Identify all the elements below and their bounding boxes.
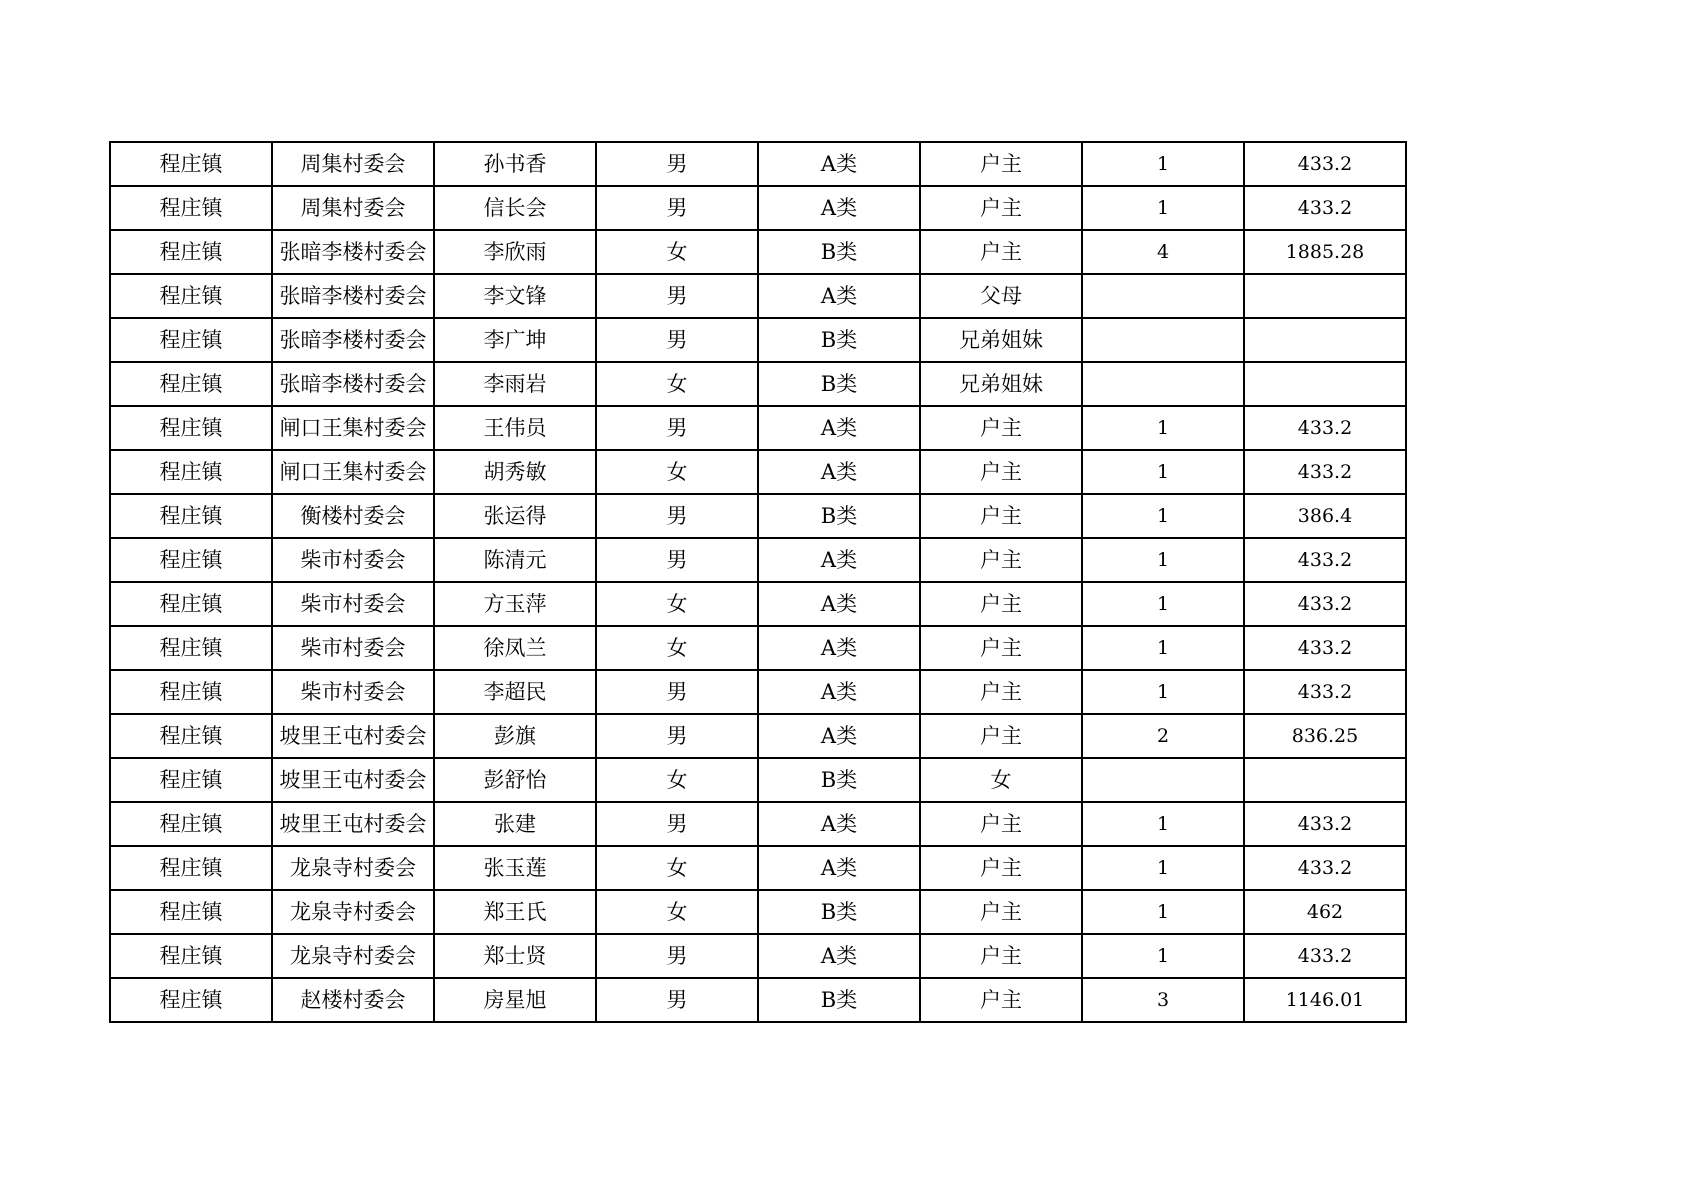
amount-cell	[1244, 362, 1406, 406]
town-cell: 程庄镇	[110, 626, 272, 670]
gender-cell: 女	[596, 890, 758, 934]
count-cell: 1	[1082, 142, 1244, 186]
name-cell: 郑王氏	[434, 890, 596, 934]
village-cell: 坡里王屯村委会	[272, 758, 434, 802]
category-cell: A类	[758, 802, 920, 846]
count-cell: 3	[1082, 978, 1244, 1022]
category-cell: A类	[758, 406, 920, 450]
category-cell: A类	[758, 714, 920, 758]
village-cell: 柴市村委会	[272, 626, 434, 670]
town-cell: 程庄镇	[110, 802, 272, 846]
relation-cell: 户主	[920, 802, 1082, 846]
town-cell: 程庄镇	[110, 274, 272, 318]
table-row	[110, 406, 1406, 450]
town-cell: 程庄镇	[110, 318, 272, 362]
name-cell: 李广坤	[434, 318, 596, 362]
gender-cell: 女	[596, 626, 758, 670]
village-cell: 张暗李楼村委会	[272, 230, 434, 274]
amount-cell: 836.25	[1244, 714, 1406, 758]
town-cell: 程庄镇	[110, 230, 272, 274]
category-cell: B类	[758, 318, 920, 362]
relation-cell: 兄弟姐妹	[920, 318, 1082, 362]
gender-cell: 男	[596, 406, 758, 450]
relation-cell: 户主	[920, 450, 1082, 494]
table-row	[110, 758, 1406, 802]
count-cell	[1082, 274, 1244, 318]
table-row	[110, 626, 1406, 670]
name-cell: 张建	[434, 802, 596, 846]
gender-cell: 男	[596, 978, 758, 1022]
category-cell: A类	[758, 186, 920, 230]
relation-cell: 户主	[920, 406, 1082, 450]
village-cell: 龙泉寺村委会	[272, 890, 434, 934]
category-cell: B类	[758, 230, 920, 274]
relation-cell: 户主	[920, 142, 1082, 186]
relation-cell: 户主	[920, 626, 1082, 670]
amount-cell: 433.2	[1244, 582, 1406, 626]
gender-cell: 女	[596, 362, 758, 406]
town-cell: 程庄镇	[110, 758, 272, 802]
gender-cell: 男	[596, 318, 758, 362]
town-cell: 程庄镇	[110, 978, 272, 1022]
town-cell: 程庄镇	[110, 538, 272, 582]
count-cell: 1	[1082, 802, 1244, 846]
count-cell: 1	[1082, 186, 1244, 230]
town-cell: 程庄镇	[110, 494, 272, 538]
count-cell: 1	[1082, 406, 1244, 450]
count-cell	[1082, 318, 1244, 362]
town-cell: 程庄镇	[110, 890, 272, 934]
table-row	[110, 274, 1406, 318]
amount-cell: 433.2	[1244, 626, 1406, 670]
relation-cell: 户主	[920, 582, 1082, 626]
category-cell: A类	[758, 670, 920, 714]
table-body	[110, 142, 1406, 1022]
name-cell: 李雨岩	[434, 362, 596, 406]
village-cell: 张暗李楼村委会	[272, 274, 434, 318]
name-cell: 张运得	[434, 494, 596, 538]
amount-cell	[1244, 318, 1406, 362]
town-cell: 程庄镇	[110, 142, 272, 186]
amount-cell: 433.2	[1244, 670, 1406, 714]
name-cell: 李文锋	[434, 274, 596, 318]
village-cell: 龙泉寺村委会	[272, 934, 434, 978]
name-cell: 陈清元	[434, 538, 596, 582]
town-cell: 程庄镇	[110, 362, 272, 406]
table-row	[110, 494, 1406, 538]
relation-cell: 户主	[920, 670, 1082, 714]
name-cell: 胡秀敏	[434, 450, 596, 494]
amount-cell: 1885.28	[1244, 230, 1406, 274]
name-cell: 彭旗	[434, 714, 596, 758]
gender-cell: 男	[596, 802, 758, 846]
relation-cell: 户主	[920, 934, 1082, 978]
relation-cell: 户主	[920, 714, 1082, 758]
count-cell: 1	[1082, 670, 1244, 714]
count-cell: 1	[1082, 450, 1244, 494]
category-cell: A类	[758, 846, 920, 890]
village-cell: 衡楼村委会	[272, 494, 434, 538]
category-cell: A类	[758, 450, 920, 494]
amount-cell: 433.2	[1244, 406, 1406, 450]
village-cell: 闸口王集村委会	[272, 450, 434, 494]
relation-cell: 户主	[920, 186, 1082, 230]
gender-cell: 男	[596, 714, 758, 758]
table-row	[110, 582, 1406, 626]
table-row	[110, 846, 1406, 890]
count-cell: 4	[1082, 230, 1244, 274]
table-row	[110, 186, 1406, 230]
relation-cell: 户主	[920, 890, 1082, 934]
count-cell: 1	[1082, 494, 1244, 538]
village-cell: 张暗李楼村委会	[272, 362, 434, 406]
gender-cell: 女	[596, 230, 758, 274]
spreadsheet-page	[109, 141, 1407, 1023]
name-cell: 信长会	[434, 186, 596, 230]
village-cell: 柴市村委会	[272, 670, 434, 714]
amount-cell: 1146.01	[1244, 978, 1406, 1022]
town-cell: 程庄镇	[110, 186, 272, 230]
village-cell: 周集村委会	[272, 186, 434, 230]
relation-cell: 户主	[920, 846, 1082, 890]
table-row	[110, 450, 1406, 494]
gender-cell: 男	[596, 142, 758, 186]
gender-cell: 女	[596, 582, 758, 626]
village-cell: 坡里王屯村委会	[272, 714, 434, 758]
count-cell	[1082, 362, 1244, 406]
amount-cell: 433.2	[1244, 142, 1406, 186]
category-cell: A类	[758, 142, 920, 186]
table-row	[110, 714, 1406, 758]
table-row	[110, 670, 1406, 714]
amount-cell: 433.2	[1244, 450, 1406, 494]
village-cell: 柴市村委会	[272, 582, 434, 626]
name-cell: 张玉莲	[434, 846, 596, 890]
table-row	[110, 802, 1406, 846]
name-cell: 王伟员	[434, 406, 596, 450]
count-cell: 1	[1082, 890, 1244, 934]
count-cell: 1	[1082, 934, 1244, 978]
gender-cell: 男	[596, 494, 758, 538]
name-cell: 李超民	[434, 670, 596, 714]
village-cell: 柴市村委会	[272, 538, 434, 582]
gender-cell: 女	[596, 758, 758, 802]
village-cell: 闸口王集村委会	[272, 406, 434, 450]
name-cell: 孙书香	[434, 142, 596, 186]
gender-cell: 女	[596, 450, 758, 494]
relation-cell: 女	[920, 758, 1082, 802]
table-row	[110, 890, 1406, 934]
amount-cell: 433.2	[1244, 538, 1406, 582]
gender-cell: 男	[596, 934, 758, 978]
table-row	[110, 538, 1406, 582]
town-cell: 程庄镇	[110, 670, 272, 714]
gender-cell: 男	[596, 670, 758, 714]
category-cell: A类	[758, 274, 920, 318]
town-cell: 程庄镇	[110, 582, 272, 626]
name-cell: 彭舒怡	[434, 758, 596, 802]
amount-cell: 433.2	[1244, 934, 1406, 978]
amount-cell: 433.2	[1244, 846, 1406, 890]
table-row	[110, 934, 1406, 978]
village-cell: 赵楼村委会	[272, 978, 434, 1022]
village-cell: 龙泉寺村委会	[272, 846, 434, 890]
amount-cell	[1244, 274, 1406, 318]
amount-cell: 433.2	[1244, 186, 1406, 230]
table-row	[110, 362, 1406, 406]
count-cell: 1	[1082, 538, 1244, 582]
relation-cell: 兄弟姐妹	[920, 362, 1082, 406]
table-row	[110, 230, 1406, 274]
count-cell: 1	[1082, 846, 1244, 890]
relation-cell: 户主	[920, 978, 1082, 1022]
village-cell: 坡里王屯村委会	[272, 802, 434, 846]
village-cell: 张暗李楼村委会	[272, 318, 434, 362]
category-cell: B类	[758, 758, 920, 802]
category-cell: B类	[758, 978, 920, 1022]
town-cell: 程庄镇	[110, 406, 272, 450]
relation-cell: 户主	[920, 538, 1082, 582]
category-cell: A类	[758, 538, 920, 582]
relation-cell: 父母	[920, 274, 1082, 318]
count-cell: 1	[1082, 626, 1244, 670]
count-cell: 2	[1082, 714, 1244, 758]
category-cell: B类	[758, 494, 920, 538]
name-cell: 方玉萍	[434, 582, 596, 626]
relation-cell: 户主	[920, 230, 1082, 274]
amount-cell: 433.2	[1244, 802, 1406, 846]
village-cell: 周集村委会	[272, 142, 434, 186]
town-cell: 程庄镇	[110, 846, 272, 890]
name-cell: 徐凤兰	[434, 626, 596, 670]
town-cell: 程庄镇	[110, 450, 272, 494]
gender-cell: 女	[596, 846, 758, 890]
category-cell: A类	[758, 582, 920, 626]
category-cell: B类	[758, 362, 920, 406]
amount-cell: 386.4	[1244, 494, 1406, 538]
table-row	[110, 318, 1406, 362]
count-cell	[1082, 758, 1244, 802]
count-cell: 1	[1082, 582, 1244, 626]
category-cell: B类	[758, 890, 920, 934]
gender-cell: 男	[596, 186, 758, 230]
category-cell: A类	[758, 626, 920, 670]
category-cell: A类	[758, 934, 920, 978]
table-row	[110, 978, 1406, 1022]
amount-cell: 462	[1244, 890, 1406, 934]
gender-cell: 男	[596, 274, 758, 318]
name-cell: 李欣雨	[434, 230, 596, 274]
data-table	[109, 141, 1407, 1023]
relation-cell: 户主	[920, 494, 1082, 538]
amount-cell	[1244, 758, 1406, 802]
gender-cell: 男	[596, 538, 758, 582]
town-cell: 程庄镇	[110, 714, 272, 758]
name-cell: 郑士贤	[434, 934, 596, 978]
town-cell: 程庄镇	[110, 934, 272, 978]
table-row	[110, 142, 1406, 186]
name-cell: 房星旭	[434, 978, 596, 1022]
